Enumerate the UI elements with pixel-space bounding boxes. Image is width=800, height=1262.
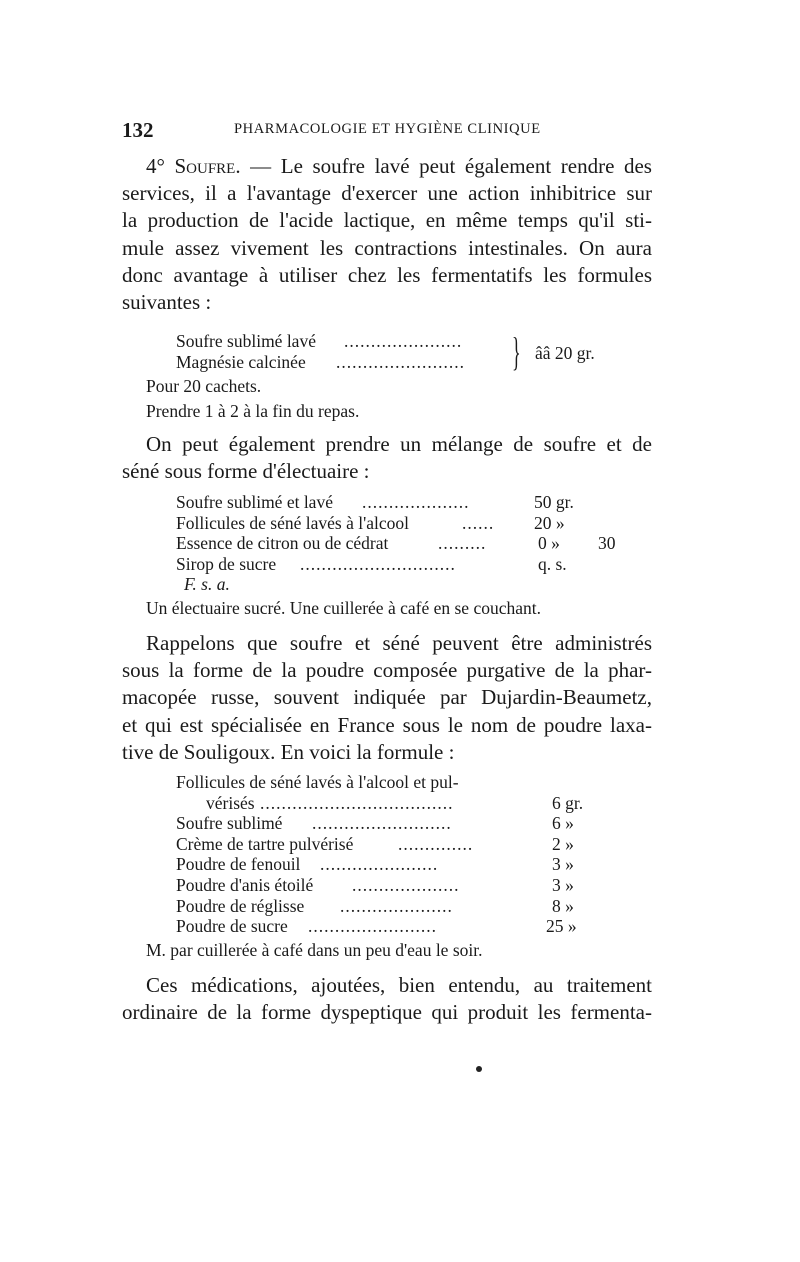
paragraph-electuaire bbox=[122, 431, 652, 485]
recipe-2 bbox=[176, 492, 636, 574]
recipe-1 bbox=[176, 331, 516, 372]
paragraph-line: Ces médications, ajoutées, bien entendu, au traitement bbox=[146, 973, 652, 997]
paragraph-line: suivantes : bbox=[122, 290, 212, 315]
recipe-item: Poudre de fenouil ...................... 3 » bbox=[176, 854, 574, 875]
recipe-item: Soufre sublimé lavé ...................... bbox=[176, 331, 463, 351]
paragraph-line: sous la forme de la poudre composée purgative de la phar- bbox=[122, 658, 652, 683]
running-title: PHARMACOLOGIE ET HYGIÈNE CLINIQUE bbox=[234, 121, 541, 137]
paragraph-line: On peut également prendre un mélange de soufre et de bbox=[146, 432, 652, 456]
paragraph-poudre bbox=[122, 630, 652, 766]
page-header bbox=[122, 118, 652, 142]
paragraph-line: ordinaire de la forme dyspeptique qui produit les fermenta- bbox=[122, 1000, 652, 1025]
paragraph-line: macopée russe, souvent indiquée par Dujardin-Beaumetz, bbox=[122, 685, 652, 710]
paragraph-line: 4° Soufre. — Le soufre lavé peut également rendre des bbox=[146, 154, 652, 178]
paragraph-line: la production de l'acide lactique, en même temps qu'il sti- bbox=[122, 208, 652, 233]
paragraph-line: Rappelons que soufre et séné peuvent être administrés bbox=[146, 631, 652, 655]
recipe-item: Crème de tartre pulvérisé .............. 2 » bbox=[176, 833, 574, 854]
recipe-item: Follicules de séné lavés à l'alcool ...... 20 » bbox=[176, 512, 565, 533]
section-heading: 4° Soufre. bbox=[146, 154, 241, 178]
paragraph-soufre bbox=[122, 153, 652, 316]
brace: } bbox=[512, 329, 521, 374]
recipe-item: Essence de citron ou de cédrat ......... 0 » 30 bbox=[176, 533, 616, 554]
paragraph-line: mule assez vivement les contractions intestinales. On aura bbox=[122, 235, 652, 260]
recipe-note: Un électuaire sucré. Une cuillerée à café en se couchant. bbox=[146, 598, 541, 618]
paragraph-line: donc avantage à utiliser chez les fermentatifs les formules bbox=[122, 262, 652, 287]
recipe-item: Poudre de sucre ........................ 25 » bbox=[176, 916, 577, 937]
recipe-item: Magnésie calcinée ........................ bbox=[176, 351, 465, 372]
paragraph-line: séné sous forme d'électuaire : bbox=[122, 459, 370, 484]
recipe-item: Poudre de réglisse ..................... 8 » bbox=[176, 895, 574, 916]
recipe-note: M. par cuillerée à café dans un peu d'eau le soir. bbox=[146, 940, 483, 960]
recipe-3 bbox=[176, 772, 616, 937]
paragraph-line: services, il a l'avantage d'exercer une action inhibitrice sur bbox=[122, 181, 652, 206]
recipe-note: Pour 20 cachets. bbox=[146, 376, 262, 396]
paragraph-line: et qui est spécialisée en France sous le nom de poudre laxa- bbox=[122, 712, 652, 737]
print-mark bbox=[476, 1066, 482, 1072]
recipe-item: Sirop de sucre ............................. q. s. bbox=[176, 553, 567, 574]
paragraph-medications bbox=[122, 972, 652, 1026]
page-number: 132 bbox=[122, 118, 154, 142]
shared-quantity: ââ 20 gr. bbox=[535, 343, 595, 363]
recipe-item: vérisés .................................... 6 gr. bbox=[206, 792, 584, 813]
recipe-item: Follicules de séné lavés à l'alcool et pul- bbox=[176, 772, 459, 792]
recipe-item: Poudre d'anis étoilé .................... 3 » bbox=[176, 874, 574, 895]
fsa-note: F. s. a. bbox=[184, 574, 230, 594]
recipe-note: Prendre 1 à 2 à la fin du repas. bbox=[146, 401, 360, 421]
recipe-item: Soufre sublimé .......................... 6 » bbox=[176, 813, 574, 834]
recipe-item: Soufre sublimé et lavé .................... 50 gr. bbox=[176, 492, 574, 512]
paragraph-line: tive de Souligoux. En voici la formule : bbox=[122, 739, 455, 764]
